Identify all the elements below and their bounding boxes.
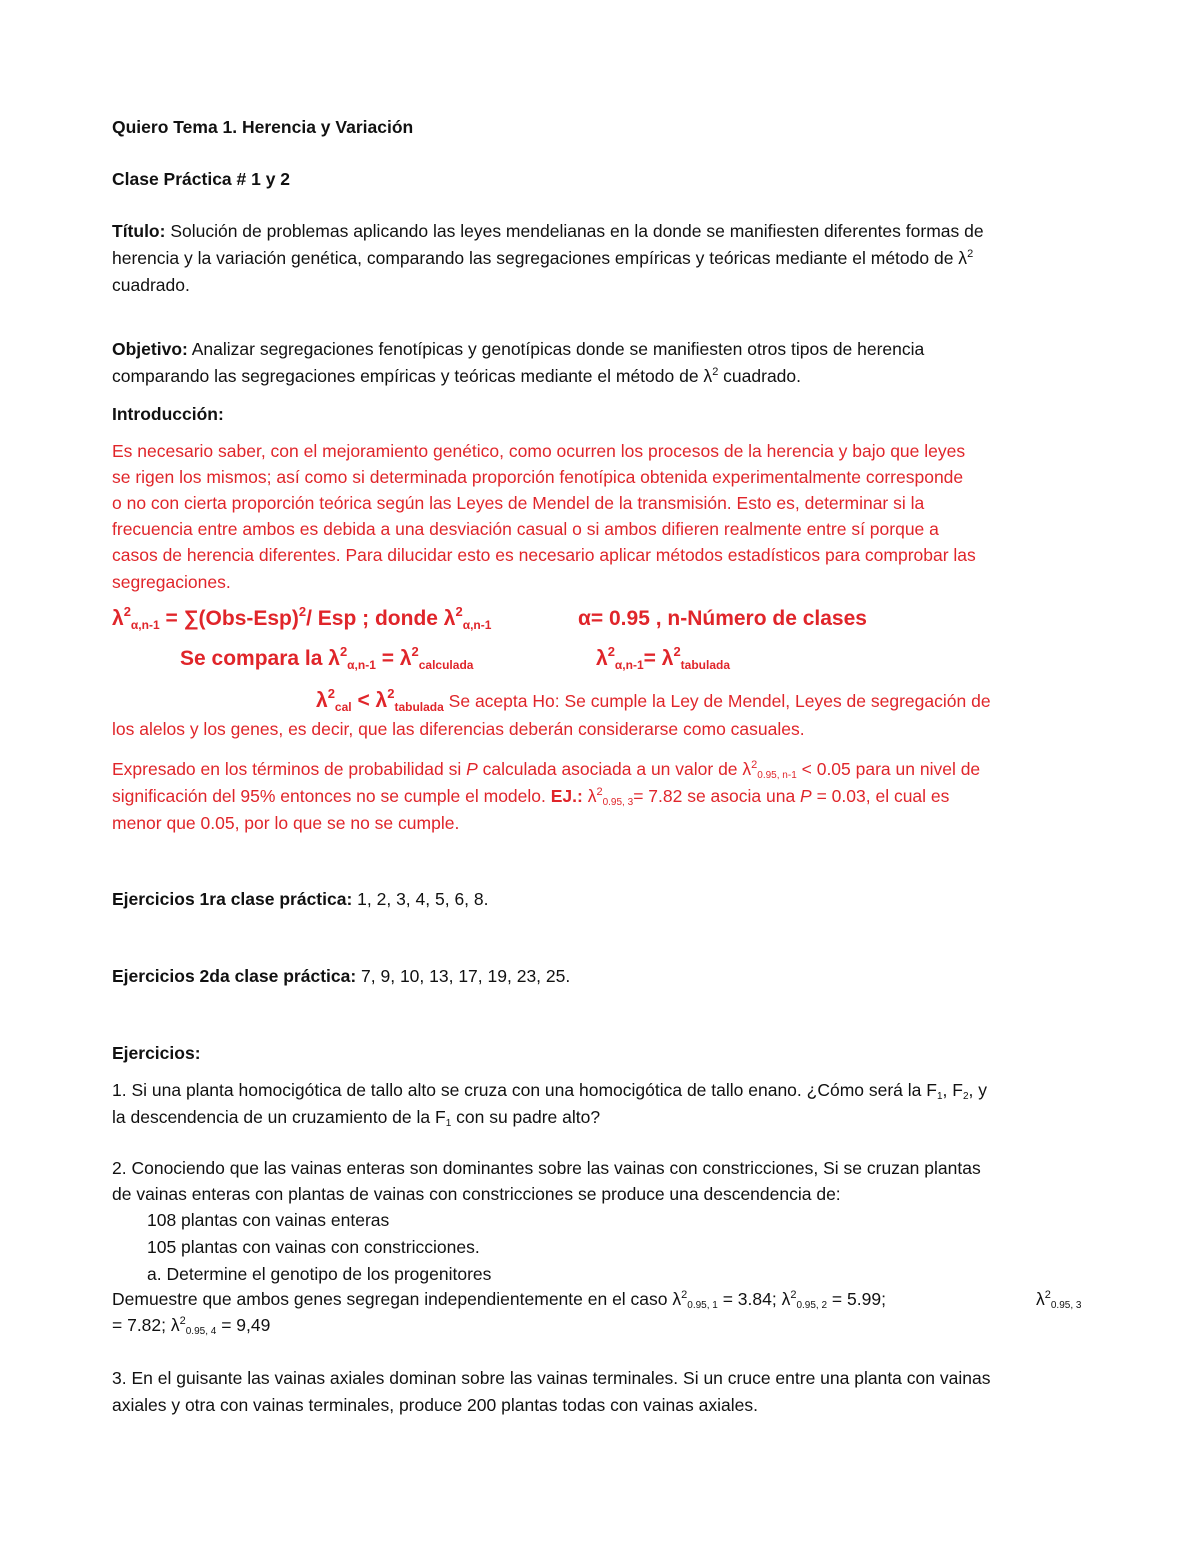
exp: 2: [339, 644, 348, 659]
sub: tabulada: [394, 700, 444, 714]
label: Ejercicios 2da clase práctica:: [112, 966, 357, 986]
exp: 2: [123, 604, 131, 619]
formula-alpha: α= 0.95 , n-Número de clases: [578, 607, 867, 630]
intro-line-5: casos de herencia diferentes. Para dilucidar esto es necesario aplicar métodos estadísticos para comprobar las: [112, 545, 976, 565]
objetivo-text-2a: comparando las segregaciones empíricas y teóricas mediante el método de λ: [112, 366, 713, 386]
text: significación del 95% entonces no se cumple el modelo.: [112, 786, 551, 806]
sub: 0.95, 1: [687, 1300, 718, 1311]
sub: calculada: [418, 658, 474, 672]
text: En el guisante las vainas axiales dominan sobre las vainas terminales. Si un cruce entre una planta con vainas: [126, 1368, 991, 1388]
sub: 2: [962, 1091, 969, 1102]
value: 7, 9, 10, 13, 17, 19, 23, 25.: [356, 966, 571, 986]
text: < 0.05 para un nivel de: [796, 759, 981, 779]
objetivo-label: Objetivo:: [112, 339, 188, 359]
p-symbol: P: [466, 759, 478, 779]
prob-line-3: menor que 0.05, por lo que se no se cumple.: [112, 813, 460, 833]
lambda-symbol: λ: [672, 1289, 682, 1309]
sub: 0.95, 2: [796, 1300, 828, 1311]
p3-line-1: [112, 1367, 990, 1389]
exp: 2: [673, 644, 681, 659]
exp: 2: [1044, 1289, 1051, 1301]
intro-line-1: Es necesario saber, con el mejoramiento genético, como ocurren los procesos de la herencia y bajo que leyes: [112, 441, 966, 461]
ejercicios-label: Ejercicios:: [112, 1043, 201, 1063]
sub: 0.95, n-1: [757, 770, 797, 781]
lambda-symbol: λ: [316, 689, 328, 712]
lambda-symbol: λ: [328, 647, 340, 670]
accepted-line: [316, 686, 991, 714]
text: con su padre alto?: [451, 1107, 601, 1127]
titulo-line-1: [112, 220, 984, 242]
introduccion-label: Introducción:: [112, 404, 224, 424]
lambda-symbol: λ: [781, 1289, 791, 1309]
sub: 0.95, 3: [1050, 1300, 1082, 1311]
text: = 5.99;: [827, 1289, 886, 1309]
p2-line-7: [112, 1314, 270, 1336]
sub: α,n-1: [347, 658, 376, 672]
lambda-symbol: λ: [742, 759, 752, 779]
lambda-symbol: λ: [1036, 1289, 1045, 1309]
exp: 2: [681, 1289, 688, 1301]
lambda-symbol: λ: [399, 647, 412, 670]
titulo-sup: 2: [967, 248, 974, 260]
sub: 1: [936, 1091, 943, 1102]
exp: 2: [790, 1289, 797, 1301]
p2-line-6: [112, 1288, 886, 1310]
exp: 2: [596, 786, 603, 798]
titulo-text-2: herencia y la variación genética, comparando las segregaciones empíricas y teóricas mediante el método de λ: [112, 248, 968, 268]
text: Conociendo que las vainas enteras son dominantes sobre las vainas con constricciones, Si se cruzan plantas: [126, 1158, 981, 1178]
lambda-symbol: λ: [587, 786, 597, 806]
lambda-symbol: λ: [170, 1315, 180, 1335]
text: la descendencia de un cruzamiento de la F: [112, 1107, 446, 1127]
num: 1.: [112, 1080, 127, 1100]
sub: tabulada: [680, 658, 731, 672]
sub: 0.95, 3: [602, 797, 634, 808]
clase-heading: Clase Práctica # 1 y 2: [112, 169, 291, 189]
formula-line-1: [112, 604, 492, 632]
text: = 3.84;: [717, 1289, 782, 1309]
text: = 0.03, el cual es: [811, 786, 950, 806]
text: , F: [942, 1080, 963, 1100]
ej-label: EJ.:: [550, 786, 583, 806]
formula-part: <: [351, 689, 376, 712]
sub: 1: [445, 1118, 452, 1129]
text: Expresado en los términos de probabilidad si: [112, 759, 467, 779]
p2-item-1: 108 plantas con vainas enteras: [147, 1210, 390, 1230]
objetivo-line-2: [112, 365, 801, 387]
lambda-symbol: λ: [596, 647, 608, 670]
text: Si una planta homocigótica de tallo alto se cruza con una homocigótica de tallo enano. ¿Cómo será la F: [126, 1080, 937, 1100]
label: Ejercicios 1ra clase práctica:: [112, 889, 353, 909]
text: Demuestre que ambos genes segregan independientemente en el caso: [112, 1289, 673, 1309]
exp: 2: [455, 604, 463, 619]
p2-line-1: [112, 1157, 981, 1179]
formula-part: Se compara la: [180, 647, 329, 670]
value: 1, 2, 3, 4, 5, 6, 8.: [352, 889, 489, 909]
text: calculada asociada a un valor de: [477, 759, 743, 779]
ejercicios-1ra: [112, 888, 489, 910]
intro-line-4: frecuencia entre ambos es debida a una desviación casual o si ambos difieren realmente entre sí porque a: [112, 519, 939, 539]
text: , y: [968, 1080, 987, 1100]
exp: 2: [607, 644, 615, 659]
p2-item-3: a. Determine el genotipo de los progenitores: [147, 1264, 492, 1284]
sub: α,n-1: [130, 618, 160, 632]
exp: 2: [751, 759, 758, 771]
exp: 2: [387, 686, 395, 701]
titulo-text-1: Solución de problemas aplicando las leyes mendelianas en la donde se manifiesten diferentes formas de: [165, 221, 984, 241]
titulo-label: Título:: [112, 221, 166, 241]
prob-line-1: [112, 758, 980, 780]
p2-line-2: de vainas enteras con plantas de vainas con constricciones se produce una descendencia de:: [112, 1184, 841, 1204]
lambda-symbol: λ: [661, 647, 674, 670]
objetivo-text-2b: cuadrado.: [718, 366, 802, 386]
formula-part: =: [375, 647, 400, 670]
text: = 7.82;: [112, 1315, 171, 1335]
formula-tabulada: [596, 644, 731, 672]
ejercicios-2da: [112, 965, 570, 987]
formula-line-2: [180, 644, 474, 672]
text: = 7.82 se asocia una: [633, 786, 801, 806]
objetivo-text-1: Analizar segregaciones fenotípicas y genotípicas donde se manifiesten otros tipos de herencia: [187, 339, 925, 359]
exp: 2: [411, 644, 419, 659]
objetivo-sup: 2: [712, 366, 719, 378]
p1-line-2: [112, 1106, 600, 1128]
titulo-line-2: [112, 247, 973, 269]
prob-line-2: [112, 785, 949, 807]
intro-line-2: se rigen los mismos; así como si determinada proporción fenotípica obtenida experimentalmente corresponde: [112, 467, 964, 487]
page-title: Quiero Tema 1. Herencia y Variación: [112, 117, 414, 137]
sub: α,n-1: [462, 618, 492, 632]
exp: 2: [327, 686, 335, 701]
exp: 2: [298, 604, 307, 619]
formula-part: / Esp ; donde: [306, 607, 444, 630]
p2-lambda-c: [1036, 1288, 1081, 1310]
num: 2.: [112, 1158, 127, 1178]
accepted-text: Se acepta Ho: Se cumple la Ley de Mendel, Leyes de segregación de: [443, 691, 991, 711]
intro-line-3: o no con cierta proporción teórica según las Leyes de Mendel de la transmisión. Esto es, determinar si la: [112, 493, 925, 513]
lambda-symbol: λ: [375, 689, 388, 712]
sub: 0.95, 4: [185, 1326, 217, 1337]
titulo-line-3: cuadrado.: [112, 275, 190, 295]
accepted-line-2: los alelos y los genes, es decir, que las diferencias deberán considerarse como casuales.: [112, 719, 805, 739]
formula-part: = ∑(Obs-Esp): [159, 607, 299, 630]
formula-part: =: [643, 647, 662, 670]
objetivo-line-1: [112, 338, 924, 360]
p3-line-2: axiales y otra con vainas terminales, produce 200 plantas todas con vainas axiales.: [112, 1395, 758, 1415]
intro-line-6: segregaciones.: [112, 572, 231, 592]
p2-item-2: 105 plantas con vainas con constricciones.: [147, 1237, 480, 1257]
num: 3.: [112, 1368, 127, 1388]
p1-line-1: [112, 1079, 987, 1101]
lambda-symbol: λ: [443, 607, 456, 630]
p-symbol: P: [800, 786, 812, 806]
sub: α,n-1: [614, 658, 644, 672]
sub: cal: [334, 700, 352, 714]
exp: 2: [179, 1315, 186, 1327]
lambda-symbol: λ: [112, 607, 124, 630]
text: = 9,49: [216, 1315, 271, 1335]
